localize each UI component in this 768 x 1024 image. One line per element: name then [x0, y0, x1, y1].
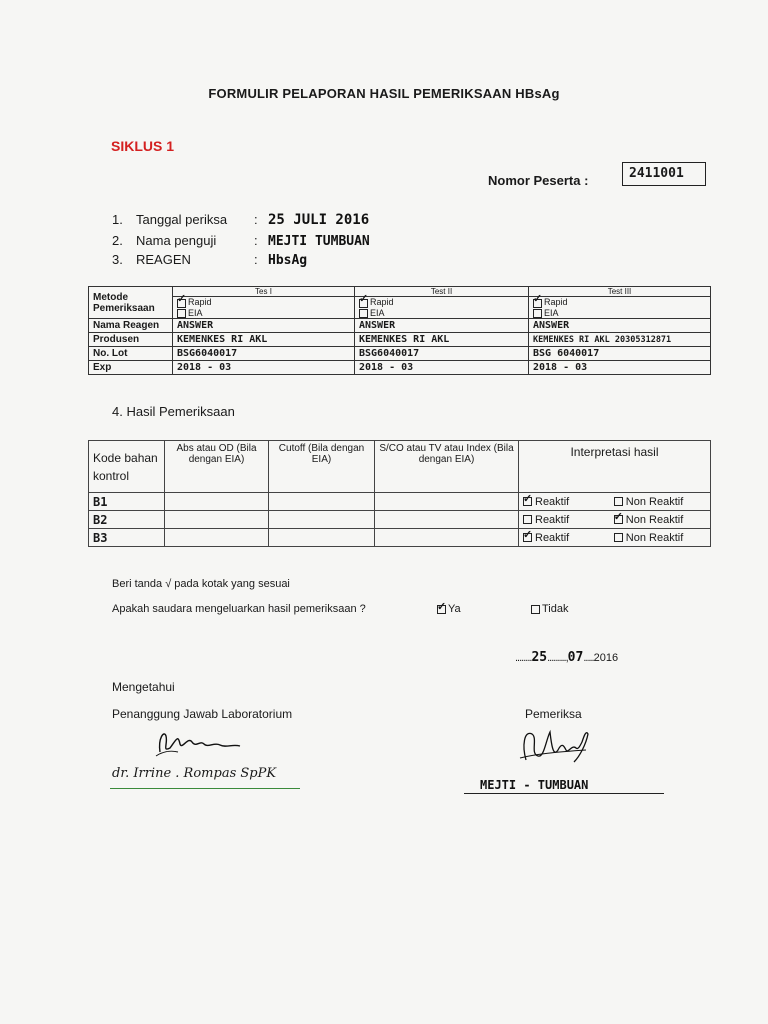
- table-row: Exp 2018 - 03 2018 - 03 2018 - 03: [89, 361, 711, 375]
- eia-checkbox[interactable]: [177, 309, 186, 318]
- signature-right: [516, 720, 596, 770]
- rapid-checkbox[interactable]: [533, 299, 542, 308]
- table-row: B1 ✓ Reaktif Non Reaktif: [89, 493, 711, 511]
- signing-date: ........25.........,07.....2016: [515, 650, 619, 665]
- method-test3: ✓Rapid EIA: [529, 297, 711, 319]
- method-label: Metode Pemeriksaan: [89, 287, 173, 319]
- abs-input[interactable]: [165, 493, 269, 511]
- section-4-heading: 4. Hasil Pemeriksaan: [112, 404, 235, 419]
- non-reaktif-checkbox[interactable]: [614, 515, 623, 524]
- nomor-peserta-label: Nomor Peserta :: [488, 173, 589, 188]
- underline-left: [110, 788, 300, 789]
- result-table: [88, 440, 711, 547]
- rapid-checkbox[interactable]: [359, 299, 368, 308]
- ya-checkbox[interactable]: [437, 605, 446, 614]
- sco-input[interactable]: [375, 493, 519, 511]
- reaktif-checkbox[interactable]: [523, 497, 532, 506]
- table-row: No. Lot BSG6040017 BSG6040017 BSG 6040017: [89, 347, 711, 361]
- penguji-value: MEJTI TUMBUAN: [268, 234, 370, 249]
- method-test2: ✓Rapid EIA: [355, 297, 529, 319]
- sco-input[interactable]: [375, 511, 519, 529]
- cutoff-input[interactable]: [269, 493, 375, 511]
- info-penguji: 2. Nama penguji : MEJTI TUMBUAN: [112, 233, 370, 249]
- table-row: B2 Reaktif ✓ Non Reaktif: [89, 511, 711, 529]
- col-interpretasi: Interpretasi hasil: [519, 441, 711, 493]
- table-row: B3 ✓ Reaktif Non Reaktif: [89, 529, 711, 547]
- non-reaktif-checkbox[interactable]: [614, 533, 623, 542]
- cutoff-input[interactable]: [269, 529, 375, 547]
- reagent-table: Metode Pemeriksaan Tes I Test II Test III ✓Rapid EIA ✓Rapid EIA ✓Rapid EIA Nama Reagen ANSWER ANSWER ANSWER Produsen KEMENKES RI AKL KEMENKES RI AKL KEMENKES RI AKL 20305312871 No. Lot BSG6040017 BSG6040017 BSG 6040017 Exp 2018 - 03 2018 - 03 2018 - 03: [88, 286, 711, 375]
- reagen-value: HbsAg: [268, 253, 308, 268]
- pemeriksa-label: Pemeriksa: [525, 707, 582, 721]
- method-test1: ✓Rapid EIA: [173, 297, 355, 319]
- name-left: dr. Irrine . Rompas SpPK: [112, 766, 277, 781]
- tidak-checkbox[interactable]: [531, 605, 540, 614]
- mengetahui-label: Mengetahui: [112, 680, 175, 694]
- col-kode: Kode bahan kontrol: [89, 441, 165, 493]
- instruction-note: Beri tanda √ pada kotak yang sesuai: [112, 578, 290, 590]
- tidak-option: Tidak: [531, 603, 569, 615]
- table-row: Nama Reagen ANSWER ANSWER ANSWER: [89, 319, 711, 333]
- rapid-checkbox[interactable]: [177, 299, 186, 308]
- form-title: FORMULIR PELAPORAN HASIL PEMERIKSAAN HBsAg: [208, 86, 560, 101]
- reaktif-checkbox[interactable]: [523, 515, 532, 524]
- question-text: Apakah saudara mengeluarkan hasil pemeriksaan ?: [112, 603, 366, 615]
- underline-right: [464, 793, 664, 794]
- tanggal-value: 25 JULI 2016: [268, 212, 370, 228]
- siklus-label: SIKLUS 1: [111, 138, 175, 154]
- eia-checkbox[interactable]: [533, 309, 542, 318]
- cutoff-input[interactable]: [269, 511, 375, 529]
- eia-checkbox[interactable]: [359, 309, 368, 318]
- ya-option: ✓ Ya: [437, 603, 461, 615]
- nomor-peserta-value: 2411001: [622, 162, 706, 186]
- info-reagen: 3. REAGEN : HbsAg: [112, 252, 308, 268]
- name-right: MEJTI - TUMBUAN: [480, 778, 589, 792]
- sco-input[interactable]: [375, 529, 519, 547]
- signature-left: [150, 726, 260, 760]
- col-abs: Abs atau OD (Bila dengan EIA): [165, 441, 269, 493]
- non-reaktif-checkbox[interactable]: [614, 497, 623, 506]
- table-row: Produsen KEMENKES RI AKL KEMENKES RI AKL KEMENKES RI AKL 20305312871: [89, 333, 711, 347]
- reaktif-checkbox[interactable]: [523, 533, 532, 542]
- col-sco: S/CO atau TV atau Index (Bila dengan EIA): [375, 441, 519, 493]
- info-tanggal: 1. Tanggal periksa : 25 JULI 2016: [112, 212, 370, 228]
- col-cutoff: Cutoff (Bila dengan EIA): [269, 441, 375, 493]
- abs-input[interactable]: [165, 529, 269, 547]
- abs-input[interactable]: [165, 511, 269, 529]
- penanggung-jawab-label: Penanggung Jawab Laboratorium: [112, 707, 293, 721]
